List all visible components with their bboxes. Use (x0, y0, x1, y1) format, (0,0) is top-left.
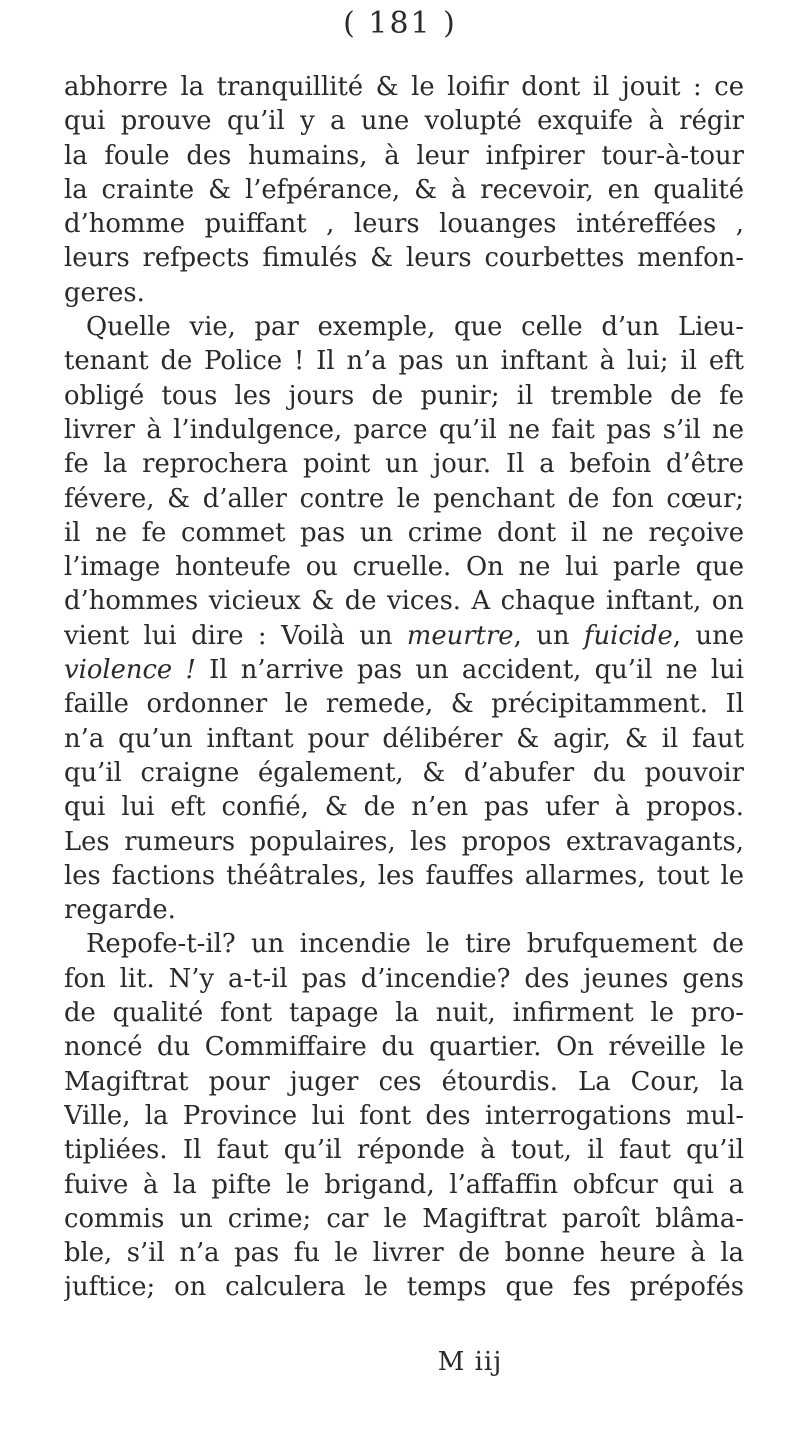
text-line (64, 927, 744, 961)
text-segment: ble, s’il n’a pas fu le livrer de bonne heure à la (64, 1238, 744, 1269)
text-line (64, 825, 744, 859)
text-segment: la crainte & l’efpérance, & à recevoir, en qualité (64, 174, 744, 205)
text-line (64, 687, 744, 721)
text-line (64, 413, 744, 447)
text-segment: livrer à l’indulgence, parce qu’il ne fait pas s’il ne (64, 414, 744, 445)
text-line (64, 859, 744, 893)
text-segment: il ne fe commet pas un crime dont il ne reçoive (64, 517, 744, 548)
italic-word: violence ! (64, 655, 196, 686)
text-line (64, 276, 744, 310)
text-segment: Ville, la Province lui font des interrogations mul- (64, 1100, 744, 1131)
text-segment: qu’il craigne également, & d’abufer du pouvoir (64, 757, 744, 788)
text-segment: d’hommes vicieux & de vices. A chaque inftant, on (64, 586, 744, 617)
text-line (64, 447, 744, 481)
text-line (64, 310, 744, 344)
text-line (64, 722, 744, 756)
text-segment: Repofe-t-il? un incendie le tire brufquement de (86, 929, 744, 960)
text-line (64, 344, 744, 378)
text-line (64, 104, 744, 138)
text-line (64, 893, 744, 927)
text-segment: Quelle vie, par exemple, que celle d’un Lieu- (86, 312, 744, 343)
text-segment: Il n’arrive pas un accident, qu’il ne lui (195, 655, 744, 686)
text-segment: fon lit. N’y a-t-il pas d’incendie? des jeunes gens (64, 963, 744, 994)
text-line (64, 1270, 744, 1304)
text-segment: fuive à la pifte le brigand, l’affaffin obfcur qui a (64, 1169, 744, 1200)
text-line (64, 1099, 744, 1133)
text-segment: la foule des humains, à leur infpirer tour-à-tour (64, 140, 744, 171)
text-segment: leurs refpects fimulés & leurs courbettes menfon- (64, 243, 744, 274)
text-segment: faille ordonner le remede, & précipitamment. Il (64, 689, 744, 720)
text-segment: n’a qu’un inftant pour délibérer & agir, & il faut (64, 723, 744, 754)
text-segment: d’homme puiffant , leurs louanges intéreffées , (64, 209, 744, 240)
text-line (64, 790, 744, 824)
text-line (64, 70, 744, 104)
text-line (64, 207, 744, 241)
text-line (64, 996, 744, 1030)
text-segment: , un (513, 620, 584, 651)
text-segment: commis un crime; car le Magiftrat paroît blâma- (64, 1203, 744, 1234)
text-segment: juftice; on calculera le temps que fes prépofés (64, 1272, 744, 1303)
italic-word: fuicide (583, 620, 673, 651)
text-line (64, 653, 744, 687)
text-segment: Les rumeurs populaires, les propos extravagants, (64, 826, 744, 857)
text-segment: geres. (64, 277, 145, 308)
text-segment: les factions théâtrales, les fauffes allarmes, tout le (64, 860, 744, 891)
text-segment: l’image honteufe ou cruelle. On ne lui parle que (64, 552, 744, 583)
text-line (64, 241, 744, 275)
text-segment: obligé tous les jours de punir; il tremble de fe (64, 380, 744, 411)
italic-word: meurtre (406, 620, 514, 651)
text-line (64, 550, 744, 584)
text-line (64, 756, 744, 790)
body-text (64, 70, 744, 1305)
text-line (64, 962, 744, 996)
text-segment: regarde. (64, 895, 176, 926)
text-segment: qui prouve qu’il y a une volupté exquife à régir (64, 106, 744, 137)
text-segment: , une (672, 620, 744, 651)
text-segment: qui lui eft confié, & de n’en pas ufer à propos. (64, 792, 744, 823)
text-line (64, 1065, 744, 1099)
text-line (64, 139, 744, 173)
text-line (64, 516, 744, 550)
text-segment: fe la reprochera point un jour. Il a befoin d’être (64, 449, 744, 480)
text-segment: tipliées. Il faut qu’il réponde à tout, il faut qu’il (64, 1135, 744, 1166)
text-segment: noncé du Commiffaire du quartier. On réveille le (64, 1032, 744, 1063)
text-segment: févere, & d’aller contre le penchant de fon cœur; (64, 483, 744, 514)
text-segment: abhorre la tranquillité & le loifir dont il jouit : ce (64, 72, 744, 102)
text-line (64, 1030, 744, 1064)
text-line (64, 1236, 744, 1270)
signature-mark: M iij (437, 1347, 503, 1377)
text-line (64, 482, 744, 516)
text-line (64, 379, 744, 413)
page-number-header: ( 181 ) (343, 6, 457, 41)
text-line (64, 1168, 744, 1202)
text-line (64, 1202, 744, 1236)
text-line (64, 619, 744, 653)
text-line (64, 173, 744, 207)
text-segment: tenant de Police ! Il n’a pas un inftant à lui; il eft (64, 346, 744, 377)
text-segment: vient lui dire : Voilà un (64, 620, 407, 651)
text-line (64, 584, 744, 618)
text-segment: de qualité font tapage la nuit, infirment le pro- (64, 998, 744, 1029)
text-segment: Magiftrat pour juger ces étourdis. La Cour, la (64, 1066, 744, 1097)
text-line (64, 1133, 744, 1167)
